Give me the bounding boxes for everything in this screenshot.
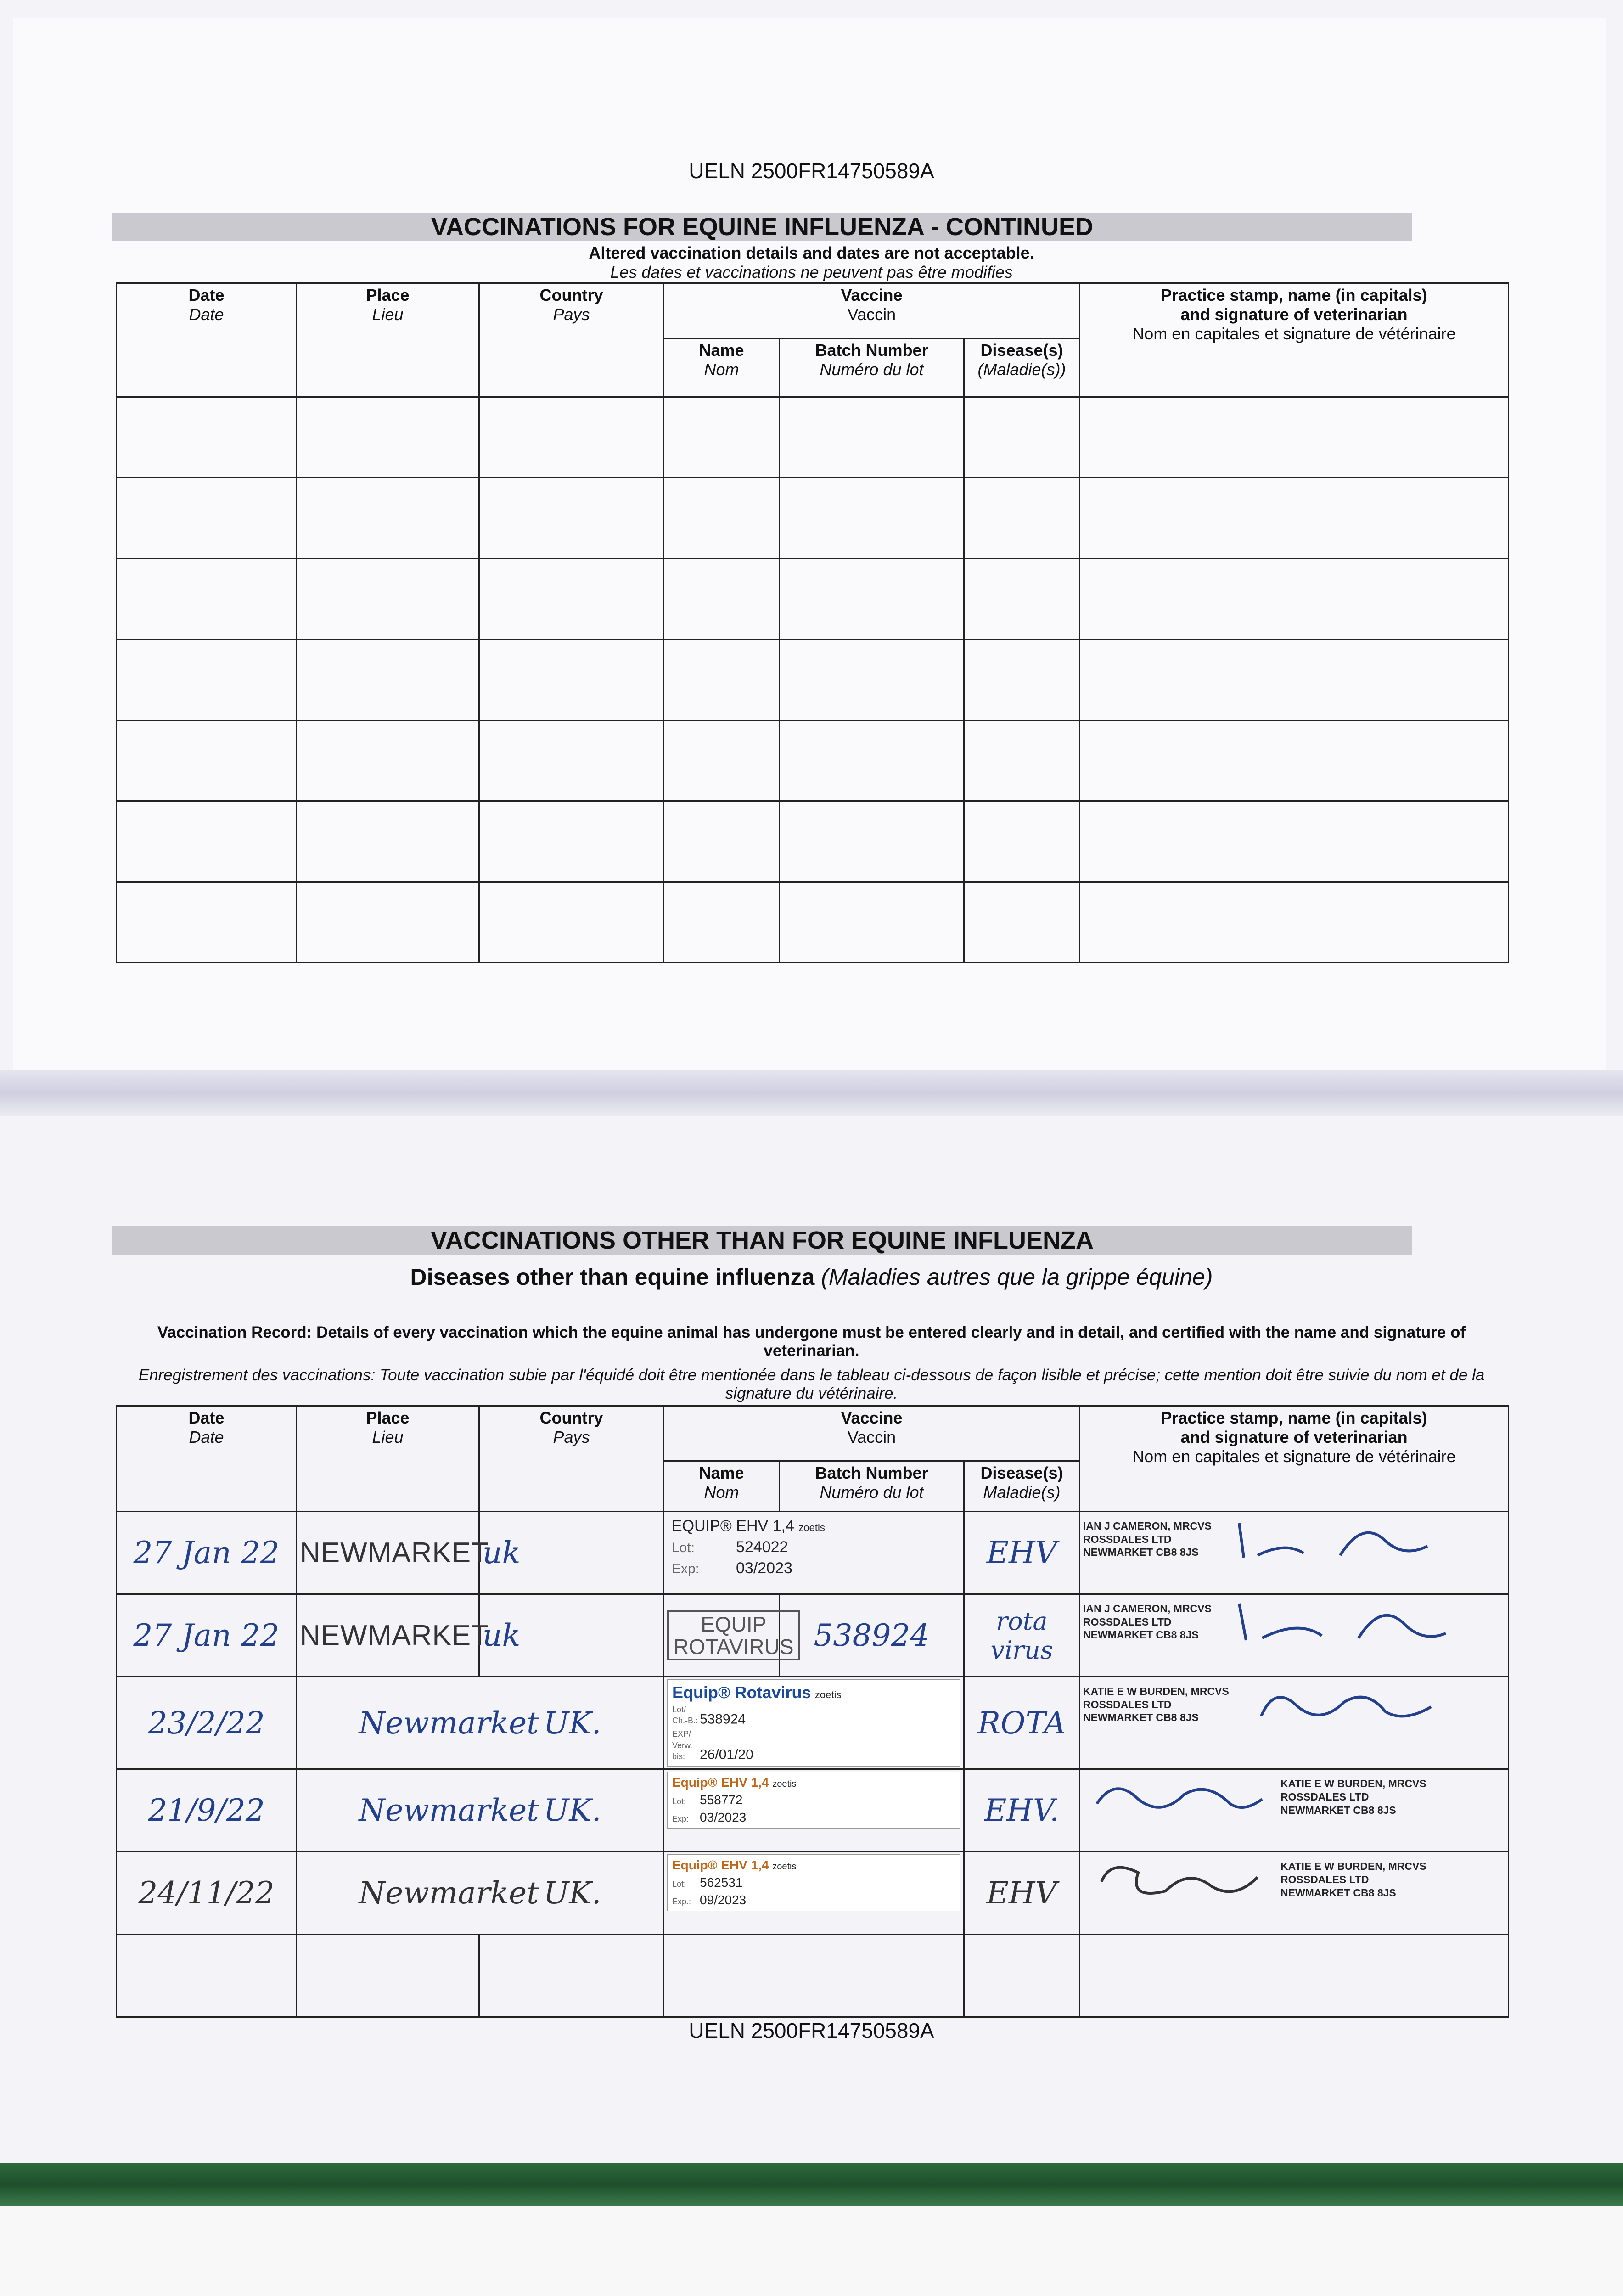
bottom-vaccination-table — [116, 1405, 1509, 2018]
vet-stamp: IAN J CAMERON, MRCVS ROSSDALES LTD NEWMARKET CB8 8JS — [1083, 1602, 1212, 1641]
table-row — [117, 1594, 1509, 1677]
table-row — [117, 720, 1509, 801]
header-disease: Disease(s) Maladie(s) — [964, 1461, 1080, 1512]
row-vaccine-name: EQUIP ROTAVIRUS — [664, 1594, 780, 1677]
vaccine-sticker: Equip® EHV 1,4 zoetis Lot: 558772 Exp: 03/2023 — [667, 1772, 960, 1828]
row-vaccine-label — [664, 1852, 964, 1935]
row-place: NEWMARKET — [297, 1594, 479, 1677]
row-date: 24/11/22 — [117, 1852, 297, 1935]
header-date: Date Date — [117, 1406, 297, 1512]
header-batch: Batch Number Numéro du lot — [780, 338, 964, 397]
header-country: Country Pays — [479, 1406, 664, 1512]
vet-stamp: KATIE E W BURDEN, MRCVS ROSSDALES LTD NEWMARKET CB8 8JS — [1083, 1685, 1229, 1724]
row-place-country: Newmarket UK. — [297, 1677, 664, 1769]
table-row — [117, 1677, 1509, 1769]
signature — [1230, 1514, 1432, 1564]
row-disease: EHV. — [964, 1769, 1080, 1852]
header-disease: Disease(s) (Maladie(s)) — [964, 338, 1080, 397]
table-row — [117, 1935, 1509, 2017]
row-place: NEWMARKET — [297, 1512, 479, 1594]
scan-background — [0, 2206, 1623, 2296]
signature — [1083, 1854, 1267, 1905]
vet-stamp: KATIE E W BURDEN, MRCVS ROSSDALES LTD NEWMARKET CB8 8JS — [1280, 1778, 1426, 1816]
table-row — [117, 397, 1509, 478]
bottom-ueln: UELN 2500FR14750589A — [689, 2019, 934, 2043]
row-disease: EHV — [964, 1852, 1080, 1935]
table-row — [117, 1852, 1509, 1935]
row-date: 23/2/22 — [117, 1677, 297, 1769]
row-place-country: Newmarket UK. — [297, 1852, 664, 1935]
header-date: Date Date — [117, 283, 297, 397]
record-fr: Enregistrement des vaccinations: Toute vaccination subie par l'équidé doit être mentionée dans le tableau ci-dessous de façon lisible et précise; cette mention doit être suivie du nom et de la signature du vétérinaire. — [138, 1366, 1485, 1402]
vet-stamp: IAN J CAMERON, MRCVS ROSSDALES LTD NEWMARKET CB8 8JS — [1083, 1519, 1212, 1559]
bottom-subtitle: Diseases other than equine influenza (Maladies autres que la grippe équine) — [410, 1264, 1213, 1290]
row-place-country: Newmarket UK. — [297, 1769, 664, 1852]
row-country: uk — [479, 1512, 664, 1594]
row-vaccine-label — [664, 1677, 964, 1769]
signature — [1247, 1679, 1449, 1730]
header-name: Name Nom — [664, 338, 780, 397]
table-row — [117, 801, 1509, 882]
header-place: Place Lieu — [297, 283, 479, 397]
row-disease: ROTA — [964, 1677, 1080, 1769]
top-vaccination-table — [116, 282, 1509, 963]
top-warning-en: Altered vaccination details and dates are not acceptable. — [589, 243, 1034, 262]
header-vaccine: Vaccine Vaccin — [664, 1406, 1080, 1461]
bottom-banner: VACCINATIONS OTHER THAN FOR EQUINE INFLUENZA — [112, 1226, 1412, 1255]
record-en: Vaccination Record: Details of every vaccination which the equine animal has undergone must be entered clearly and in detail, and certified with the name and signature of veterinarian. — [157, 1323, 1466, 1360]
row-vet — [1080, 1512, 1509, 1594]
header-country: Country Pays — [479, 283, 664, 397]
header-name: Name Nom — [664, 1461, 780, 1512]
table-row — [117, 1769, 1509, 1852]
table-row — [117, 640, 1509, 720]
header-batch: Batch Number Numéro du lot — [780, 1461, 964, 1512]
passport-cover-edge — [0, 2163, 1623, 2206]
row-vaccine-label: EQUIP® EHV 1,4 zoetis Lot: 524022 Exp: 03/2023 — [664, 1512, 964, 1594]
vaccine-sticker: Equip® Rotavirus zoetis Lot/ Ch.-B.: 538924 EXP/ Verw. bis: 26/01/20 — [667, 1679, 960, 1767]
table-row — [117, 478, 1509, 559]
table-row — [117, 559, 1509, 640]
row-date: 27 Jan 22 — [117, 1594, 297, 1677]
header-vaccine: Vaccine Vaccin — [664, 283, 1080, 338]
row-vet — [1080, 1769, 1509, 1852]
top-ueln: UELN 2500FR14750589A — [689, 159, 934, 183]
signature — [1230, 1597, 1450, 1647]
row-vet — [1080, 1677, 1509, 1769]
header-practice: Practice stamp, name (in capitals) and signature of veterinarian Nom en capitales et signature de vétérinaire — [1080, 283, 1509, 397]
row-country: uk — [479, 1594, 664, 1677]
signature — [1083, 1772, 1267, 1822]
row-disease: EHV — [964, 1512, 1080, 1594]
row-disease: rota virus — [964, 1594, 1080, 1677]
table-row — [117, 1512, 1509, 1594]
top-banner: VACCINATIONS FOR EQUINE INFLUENZA - CONTINUED — [112, 213, 1412, 241]
row-vet — [1080, 1852, 1509, 1935]
row-vaccine-label — [664, 1769, 964, 1852]
header-practice: Practice stamp, name (in capitals) and signature of veterinarian Nom en capitales et signature de vétérinaire — [1080, 1406, 1509, 1512]
top-warning-fr: Les dates et vaccinations ne peuvent pas être modifies — [610, 263, 1013, 281]
row-vet — [1080, 1594, 1509, 1677]
row-date: 27 Jan 22 — [117, 1512, 297, 1594]
table-row — [117, 882, 1509, 963]
header-place: Place Lieu — [297, 1406, 479, 1512]
row-batch: 538924 — [780, 1594, 964, 1677]
vaccine-sticker: Equip® EHV 1,4 zoetis Lot: 562531 Exp.: 09/2023 — [667, 1854, 960, 1911]
row-date: 21/9/22 — [117, 1769, 297, 1852]
vet-stamp: KATIE E W BURDEN, MRCVS ROSSDALES LTD NEWMARKET CB8 8JS — [1280, 1860, 1426, 1899]
